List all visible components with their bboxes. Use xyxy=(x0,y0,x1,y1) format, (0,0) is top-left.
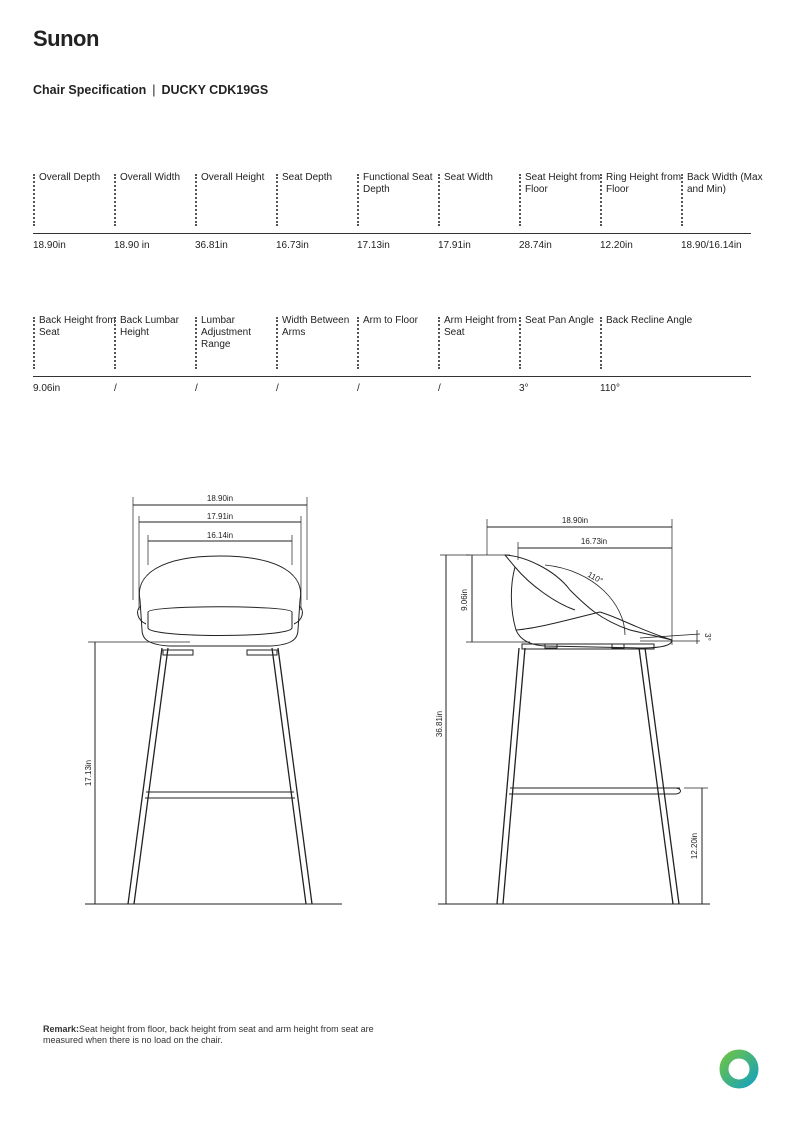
spec-value: 28.74in xyxy=(519,240,552,251)
spec-header: Seat Pan Angle xyxy=(519,315,603,327)
dim-back-min-width: 16.14in xyxy=(206,531,234,540)
spec-value: 3° xyxy=(519,383,529,394)
spec-header: Ring Height from Floor xyxy=(600,172,684,196)
spec-header: Overall Width xyxy=(114,172,198,184)
spec-header: Overall Depth xyxy=(33,172,117,184)
spec-value: 18.90 in xyxy=(114,240,150,251)
dim-recline-angle: 110° xyxy=(586,570,605,586)
brand-logo: Sunon xyxy=(33,26,99,51)
dim-seat-width: 17.91in xyxy=(206,512,234,521)
spec-value: 18.90in xyxy=(33,240,66,251)
spec-value: / xyxy=(114,383,117,394)
side-view-chair xyxy=(438,519,710,904)
spec-header: Back Recline Angle xyxy=(600,315,716,327)
dim-overall-height: 36.81in xyxy=(435,710,444,738)
spec-value: 16.73in xyxy=(276,240,309,251)
spec-header: Arm Height from Seat xyxy=(438,315,522,339)
spec-header: Seat Width xyxy=(438,172,522,184)
dim-seat-depth: 16.73in xyxy=(580,537,608,546)
dim-overall-depth: 18.90in xyxy=(561,516,589,525)
dim-back-height: 9.06in xyxy=(460,589,469,611)
spec-value: 9.06in xyxy=(33,383,61,394)
spec-value: / xyxy=(357,383,360,394)
spec-value: 36.81in xyxy=(195,240,228,251)
dim-ring-height: 12.20in xyxy=(690,832,699,860)
spec-value: 110° xyxy=(600,383,620,394)
title-separator: | xyxy=(152,83,156,97)
spec-value: 17.13in xyxy=(357,240,390,251)
dim-front-height: 17.13in xyxy=(84,759,93,787)
title-model: DUCKY CDK19GS xyxy=(161,83,269,97)
spec-header: Width Between Arms xyxy=(276,315,360,339)
spec-header: Back Width (Max and Min) xyxy=(681,172,765,196)
title-label: Chair Specification xyxy=(33,83,147,97)
corner-ring-logo xyxy=(716,1046,762,1090)
spec-header: Back Height from Seat xyxy=(33,315,117,339)
remark-label: Remark: xyxy=(43,1024,80,1034)
spec-header: Seat Height from Floor xyxy=(519,172,603,196)
dim-pan-angle: 3° xyxy=(703,633,712,641)
spec-value: / xyxy=(276,383,279,394)
spec-header: Seat Depth xyxy=(276,172,360,184)
remark-text: Seat height from floor, back height from seat and arm height from seat are measured when there is no load on the chair. xyxy=(43,1024,374,1045)
spec-header: Overall Height xyxy=(195,172,279,184)
spec-value: / xyxy=(195,383,198,394)
dim-overall-width: 18.90in xyxy=(206,494,234,503)
spec-header: Arm to Floor xyxy=(357,315,441,327)
spec-header: Lumbar Adjustment Range xyxy=(195,315,279,351)
spec-value: 17.91in xyxy=(438,240,471,251)
spec-header: Functional Seat Depth xyxy=(357,172,441,196)
spec-header: Back Lumbar Height xyxy=(114,315,198,339)
front-view-chair xyxy=(85,497,342,904)
spec-value: 18.90/16.14in xyxy=(681,240,742,251)
remark-note xyxy=(43,1024,403,1046)
spec-value: / xyxy=(438,383,441,394)
spec-value: 12.20in xyxy=(600,240,633,251)
